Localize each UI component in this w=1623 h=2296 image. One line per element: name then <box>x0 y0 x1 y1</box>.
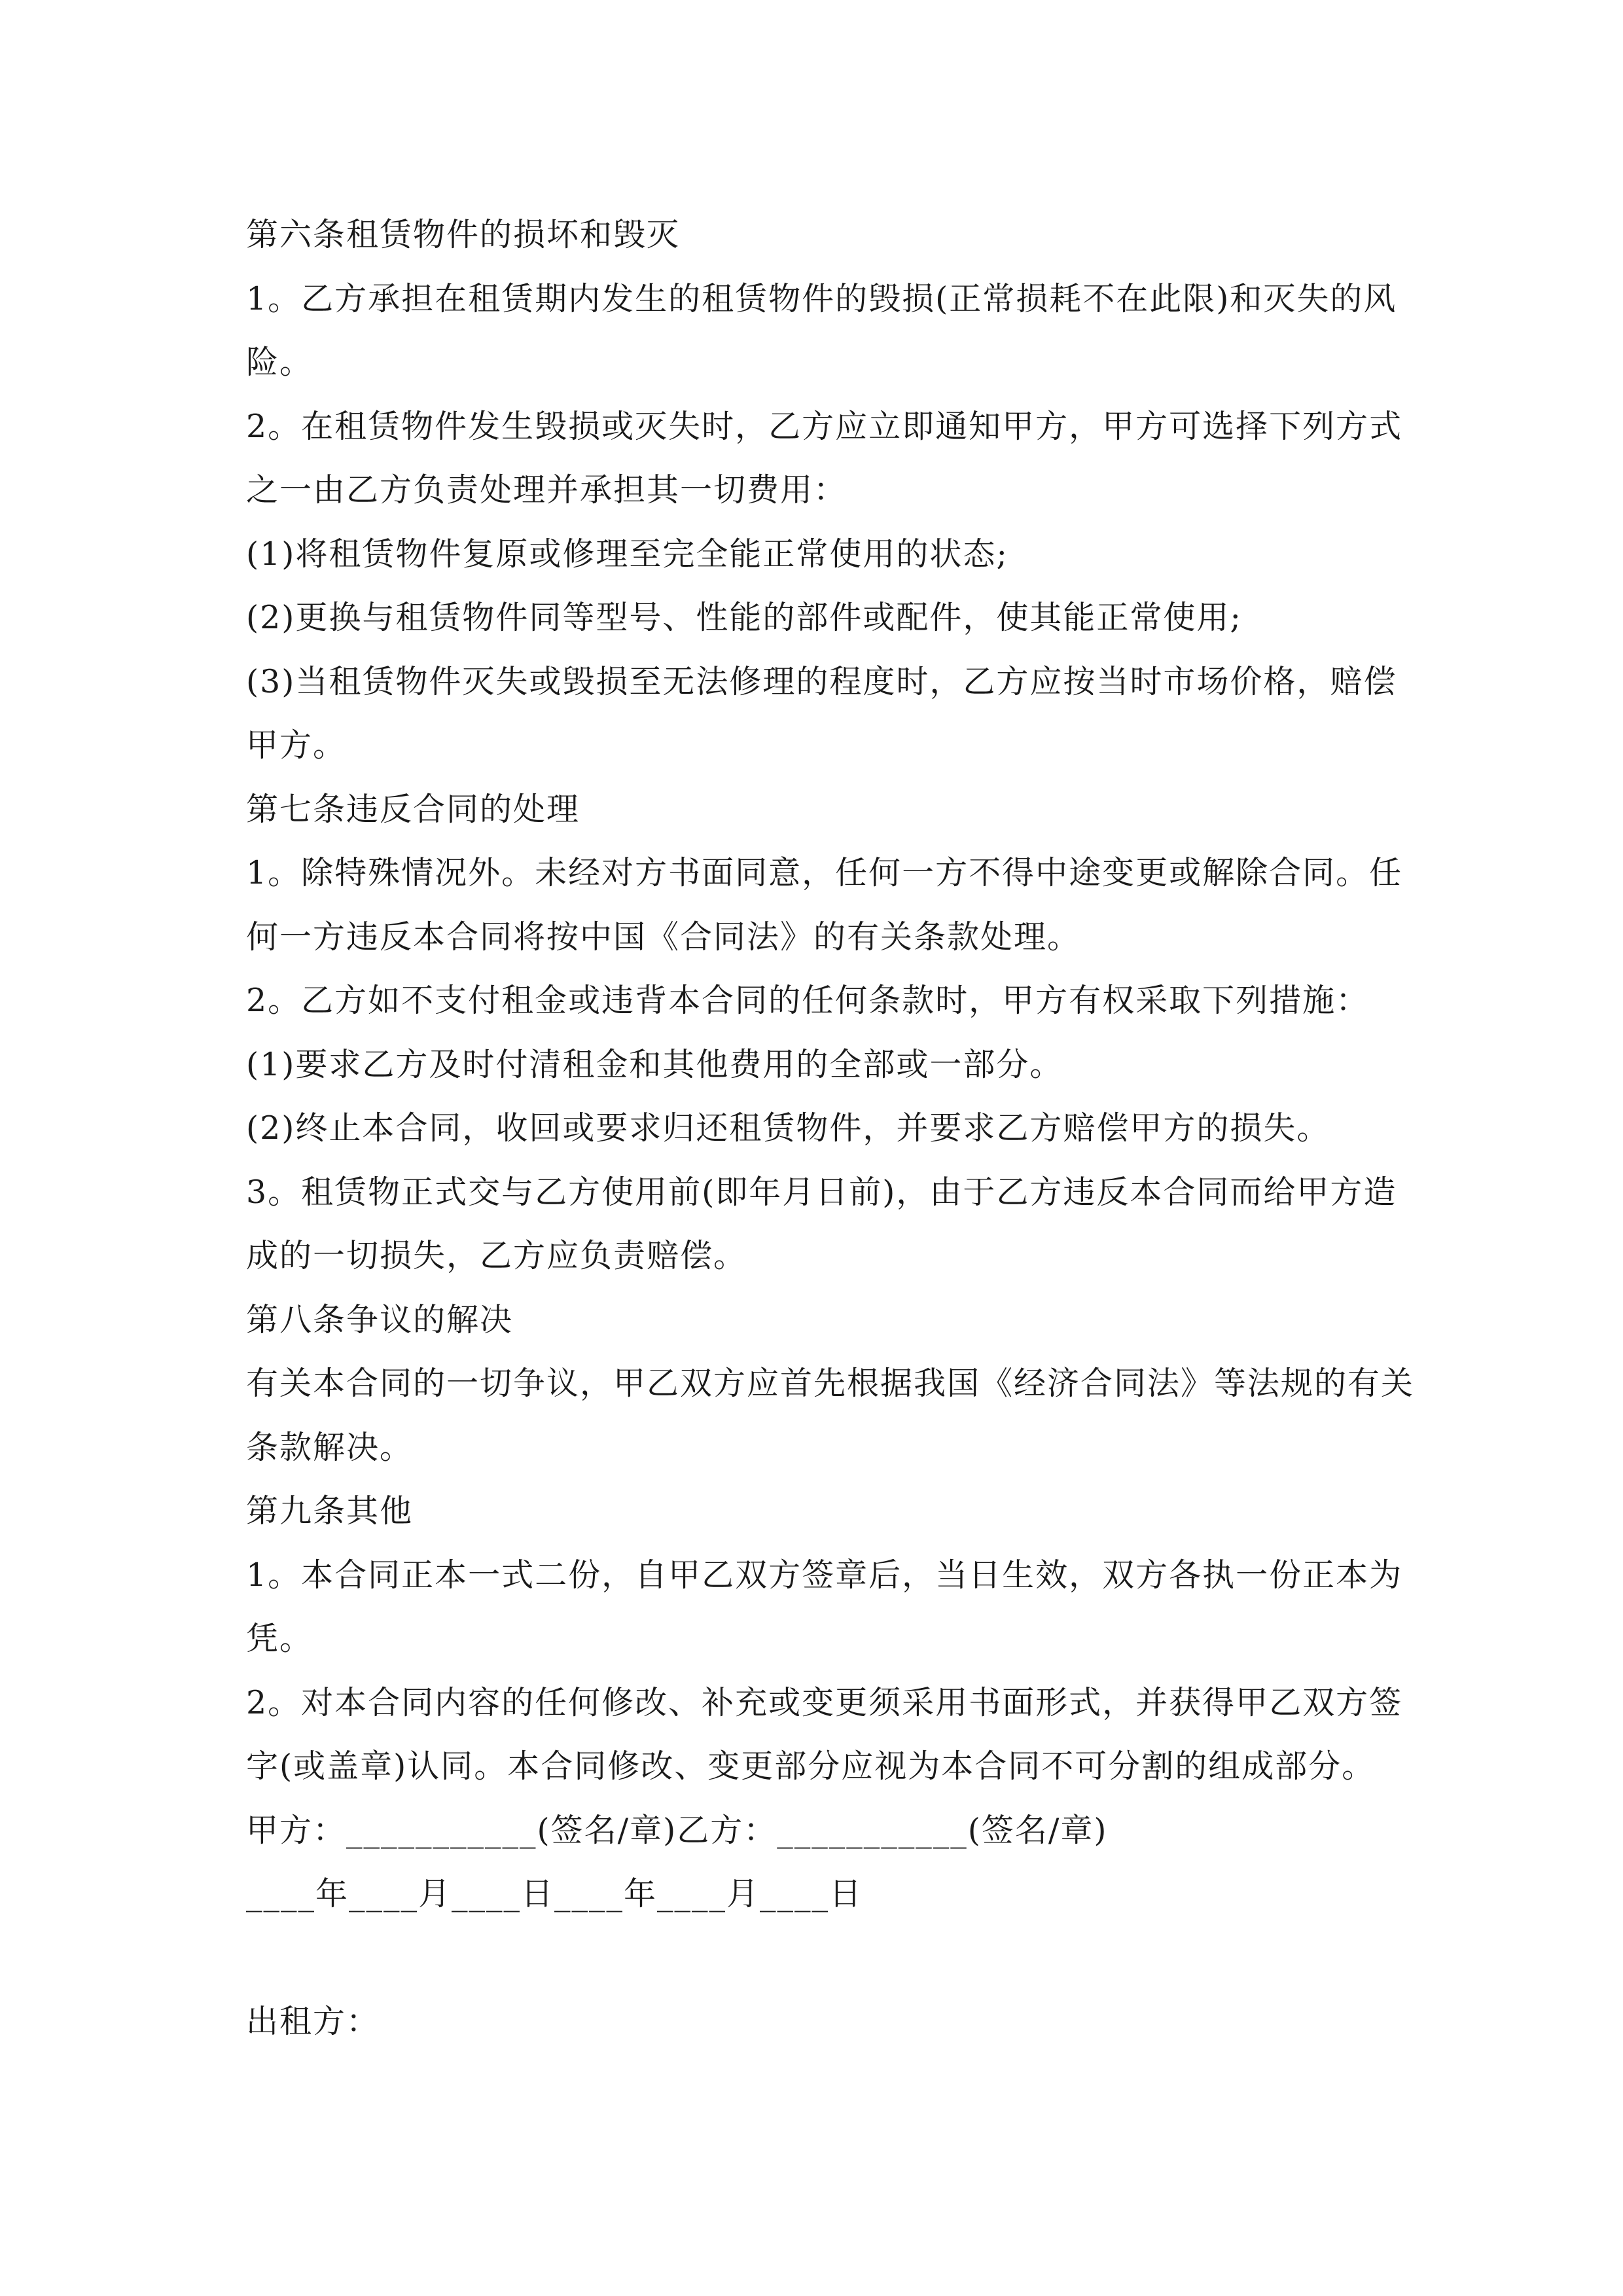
paragraph-line: 险。 <box>246 344 313 381</box>
paragraph-line: 有关本合同的一切争议，甲乙双方应首先根据我国《经济合同法》等法规的有关 <box>246 1365 1415 1402</box>
paragraph-line: 1。除特殊情况外。未经对方书面同意，任何一方不得中途变更或解除合同。任 <box>246 854 1403 891</box>
paragraph-line: 之一由乙方负责处理并承担其一切费用： <box>246 471 847 509</box>
paragraph-line: 何一方违反本合同将按中国《合同法》的有关条款处理。 <box>246 918 1081 956</box>
paragraph-line: 甲方。 <box>246 726 347 764</box>
paragraph-line: (3)当租赁物件灭失或毁损至无法修理的程度时，乙方应按当时市场价格，赔偿 <box>246 662 1397 700</box>
lessor-label: 出租方： <box>246 2003 380 2040</box>
paragraph-line: (2)更换与租赁物件同等型号、性能的部件或配件，使其能正常使用; <box>246 599 1242 636</box>
paragraph-line: (1)将租赁物件复原或修理至完全能正常使用的状态; <box>246 535 1008 573</box>
signature-line: 甲方：___________(签名/章)乙方：___________(签名/章) <box>246 1811 1108 1849</box>
paragraph-line: 2。对本合同内容的任何修改、补充或变更须采用书面形式，并获得甲乙双方签 <box>246 1683 1403 1721</box>
section-heading-7: 第七条违反合同的处理 <box>246 790 580 828</box>
section-heading-6: 第六条租赁物件的损坏和毁灭 <box>246 216 681 253</box>
paragraph-line: 3。租赁物正式交与乙方使用前(即年月日前)，由于乙方违反本合同而给甲方造 <box>246 1173 1397 1211</box>
paragraph-line: 2。乙方如不支付租金或违背本合同的任何条款时，甲方有权采取下列措施： <box>246 982 1370 1019</box>
paragraph-line: 1。本合同正本一式二份，自甲乙双方签章后，当日生效，双方各执一份正本为 <box>246 1556 1403 1594</box>
paragraph-line: (1)要求乙方及时付清租金和其他费用的全部或一部分。 <box>246 1045 1063 1083</box>
document-body <box>246 203 1415 2054</box>
paragraph-line: (2)终止本合同，收回或要求归还租赁物件，并要求乙方赔偿甲方的损失。 <box>246 1109 1330 1147</box>
blank-gap <box>246 1926 1382 1990</box>
section-heading-9: 第九条其他 <box>246 1492 414 1530</box>
paragraph-line: 1。乙方承担在租赁期内发生的租赁物件的毁损(正常损耗不在此限)和灭失的风 <box>246 279 1397 317</box>
paragraph-line: 2。在租赁物件发生毁损或灭失时，乙方应立即通知甲方，甲方可选择下列方式 <box>246 407 1403 445</box>
paragraph-line: 成的一切损失，乙方应负责赔偿。 <box>246 1237 747 1274</box>
paragraph-line: 字(或盖章)认同。本合同修改、变更部分应视为本合同不可分割的组成部分。 <box>246 1748 1376 1785</box>
paragraph-line: 凭。 <box>246 1620 313 1657</box>
paragraph-line: 条款解决。 <box>246 1428 414 1466</box>
date-line: ____年____月____日____年____月____日 <box>246 1875 863 1912</box>
section-heading-8: 第八条争议的解决 <box>246 1300 514 1338</box>
